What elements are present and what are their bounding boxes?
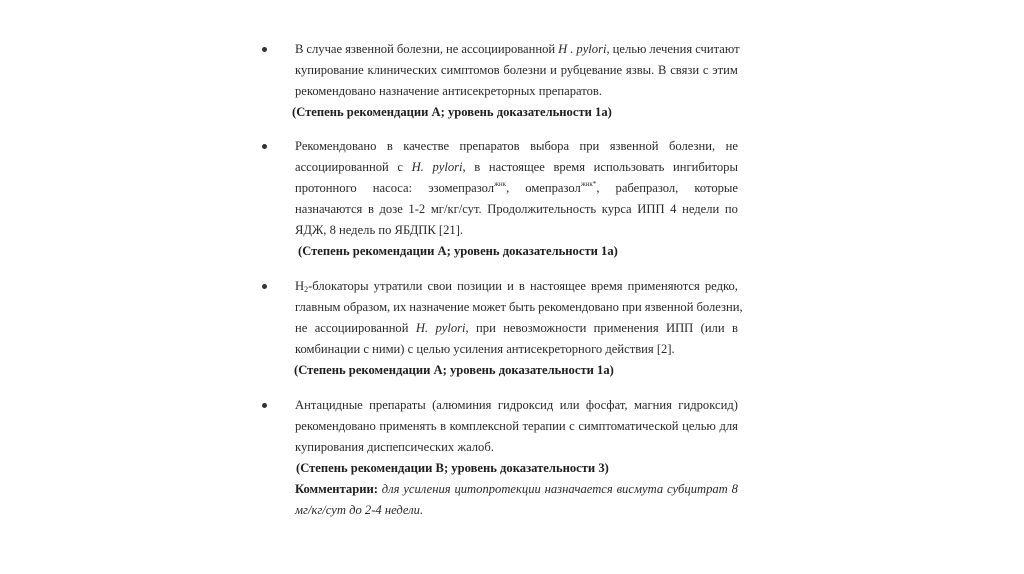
bullet-icon (262, 403, 267, 408)
text-segment: 2 (304, 285, 309, 294)
text-line (295, 318, 738, 339)
italic-text: назначается (544, 482, 613, 496)
word (695, 39, 739, 60)
word (295, 136, 376, 157)
word (558, 39, 567, 60)
text-line (295, 157, 738, 178)
word (602, 199, 632, 220)
text-segment: клинических (367, 63, 438, 77)
text-line (295, 276, 738, 297)
word (669, 136, 715, 157)
recommendation-rating: (Степень рекомендации А; уровень доказательности 1а) (292, 105, 612, 119)
text-segment: мг/кг/сут. (430, 202, 482, 216)
word (295, 395, 363, 416)
text-segment: и (550, 63, 557, 77)
word (550, 60, 557, 81)
text-segment: с (569, 419, 575, 433)
text-segment: дозе (379, 202, 403, 216)
word (525, 178, 599, 199)
text-segment: главным (295, 300, 341, 314)
word (460, 136, 520, 157)
italic-text: H (558, 42, 568, 56)
text-segment: свои (427, 279, 452, 293)
text-segment: , (606, 42, 610, 56)
word (412, 157, 424, 178)
word (369, 395, 425, 416)
text-segment: (или (700, 321, 725, 335)
word (507, 276, 514, 297)
text-segment: считают (695, 42, 740, 56)
word (476, 318, 496, 339)
text-segment: 1-2 (408, 202, 426, 216)
word (670, 199, 676, 220)
word (594, 157, 665, 178)
text-segment: при (621, 300, 642, 314)
word (667, 479, 728, 500)
word (498, 395, 553, 416)
text-segment: 4 (670, 202, 677, 216)
word (503, 60, 546, 81)
word (397, 39, 443, 60)
word (368, 199, 374, 220)
text-segment: в (731, 321, 738, 335)
word (703, 60, 709, 81)
word (678, 395, 738, 416)
text-segment: болезни, (696, 300, 743, 314)
italic-text: H. (415, 321, 429, 335)
word (545, 479, 613, 500)
word (622, 297, 642, 318)
text-line (295, 339, 738, 360)
text-segment: купирования диспепсических жалоб. (295, 440, 494, 454)
text-segment: качестве (403, 139, 450, 153)
text-segment: применения (593, 321, 659, 335)
word (530, 136, 569, 157)
text-segment: не (446, 42, 459, 56)
text-line (295, 220, 738, 241)
text-segment: время (553, 160, 586, 174)
text-segment: случае (306, 42, 343, 56)
text-segment: время (590, 279, 623, 293)
text-segment: -блокаторы (308, 279, 369, 293)
word (295, 178, 357, 199)
italic-text: усиления (403, 482, 451, 496)
text-line (295, 81, 738, 102)
text-line (295, 297, 743, 318)
word (441, 60, 500, 81)
text-segment: купирование (295, 63, 364, 77)
text-line (295, 178, 738, 199)
word (408, 199, 425, 220)
recommendation-rating: (Степень рекомендации А; уровень доказательности 1а) (298, 244, 618, 258)
text-segment: не (295, 321, 308, 335)
text-segment: комбинации с ними) с целью усиления антисекреторного действия [2]. (295, 342, 675, 356)
text-segment: использовать (593, 160, 665, 174)
word (295, 479, 378, 500)
text-segment: для (719, 419, 738, 433)
text-segment: протонного (295, 181, 357, 195)
word (617, 479, 664, 500)
text-segment: ИПП (637, 202, 665, 216)
text-segment: утратили (373, 279, 423, 293)
text-segment: ассоциированной (461, 42, 556, 56)
text-line (295, 395, 738, 416)
text-segment: в (367, 202, 374, 216)
word (626, 60, 654, 81)
word (658, 60, 666, 81)
text-segment: комплексной (449, 419, 519, 433)
word (628, 276, 700, 297)
word (649, 39, 692, 60)
text-segment: жнк (494, 180, 507, 188)
recommendation-rating: (Степень рекомендации А; уровень доказательности 1а) (294, 363, 614, 377)
word (295, 297, 341, 318)
word (613, 39, 647, 60)
text-segment: Продолжительность (487, 202, 597, 216)
word (409, 297, 469, 318)
word (295, 157, 389, 178)
text-segment: недели (682, 202, 720, 216)
text-segment: язвенной (345, 42, 394, 56)
word (295, 60, 364, 81)
text-segment: назначение (409, 300, 470, 314)
text-segment: с (702, 63, 709, 77)
text-segment: быть (508, 300, 536, 314)
text-segment: симптомов (440, 63, 500, 77)
word (295, 318, 307, 339)
text-segment: препараты (369, 398, 426, 412)
text-segment: (алюминия (432, 398, 492, 412)
text-segment: язвенной (609, 139, 659, 153)
text-segment: ассоциированной (295, 160, 389, 174)
text-segment: симптоматической (578, 419, 679, 433)
italic-text: для (381, 482, 400, 496)
text-line (295, 479, 738, 500)
text-segment: курса (601, 202, 632, 216)
word (461, 39, 555, 60)
text-segment: целью (682, 419, 716, 433)
text-segment: Антацидные (295, 398, 363, 412)
word (673, 157, 738, 178)
text-line (295, 199, 738, 220)
word (345, 39, 394, 60)
text-segment: ЯДЖ, 8 недель по ЯБДПК [21]. (295, 223, 464, 237)
word (530, 276, 586, 297)
text-segment: В (295, 42, 304, 56)
bullet-icon (262, 47, 267, 52)
word (374, 276, 423, 297)
word (379, 416, 436, 437)
text-segment: лечения (649, 42, 693, 56)
italic-text: мг/кг/сут до 2-4 недели. (295, 503, 424, 517)
italic-text: 8 (731, 482, 738, 496)
text-segment: целью (612, 42, 647, 56)
word (616, 178, 679, 199)
word (503, 318, 586, 339)
italic-text: pylori (432, 160, 463, 174)
text-segment: Рекомендовано (295, 139, 377, 153)
text-segment: настоящее (488, 160, 545, 174)
text-segment: не (725, 139, 738, 153)
word (315, 318, 409, 339)
word (474, 157, 480, 178)
text-line (295, 437, 738, 458)
text-segment: фосфат, (585, 398, 628, 412)
text-segment: в (386, 139, 393, 153)
text-segment: настоящее (529, 279, 586, 293)
text-segment: в (440, 419, 447, 433)
word (435, 318, 468, 339)
word (586, 395, 628, 416)
word (580, 136, 600, 157)
word (576, 39, 609, 60)
word (726, 136, 738, 157)
word (696, 297, 742, 318)
text-segment: , (506, 181, 510, 195)
word (553, 157, 585, 178)
word (519, 276, 525, 297)
italic-text: цитопротекции (454, 482, 541, 496)
text-segment: которые (694, 181, 738, 195)
text-segment: H (295, 279, 305, 293)
text-segment: с (397, 160, 403, 174)
word (560, 395, 580, 416)
word (719, 416, 738, 437)
word (428, 276, 453, 297)
word (454, 479, 540, 500)
text-line (295, 136, 738, 157)
text-segment: связи (670, 63, 700, 77)
italic-text: H. (411, 160, 424, 174)
text-segment: гидроксид) (678, 398, 738, 412)
word (570, 39, 573, 60)
word (295, 199, 362, 220)
text-segment: рабепразол, (615, 181, 679, 195)
word (397, 157, 403, 178)
word (732, 318, 738, 339)
word (489, 157, 545, 178)
word (393, 297, 406, 318)
word (694, 178, 738, 199)
text-segment: при (476, 321, 496, 335)
word (432, 157, 465, 178)
text-segment: и (507, 279, 514, 293)
word (645, 297, 694, 318)
word (682, 199, 719, 220)
word (382, 479, 400, 500)
word (457, 276, 502, 297)
text-segment: ингибиторы (673, 160, 738, 174)
text-segment: ассоциированной (314, 321, 409, 335)
text-segment: , (465, 321, 469, 335)
text-segment: рекомендовано назначение антисекреторных препаратов. (295, 84, 602, 98)
word (472, 297, 506, 318)
word (440, 416, 446, 437)
text-segment: омепразол (525, 181, 581, 195)
text-segment: жнк* (580, 180, 597, 188)
text-segment: может (472, 300, 506, 314)
text-line (295, 60, 738, 81)
word (523, 416, 566, 437)
word (578, 416, 678, 437)
text-segment: гидроксид (497, 398, 554, 412)
text-segment: болезни, (396, 42, 444, 56)
comment-label: Комментарии: (295, 482, 378, 496)
text-segment: в (518, 279, 525, 293)
word (431, 199, 482, 220)
word (712, 60, 738, 81)
text-segment: невозможности (503, 321, 587, 335)
word (637, 199, 664, 220)
text-segment: или (559, 398, 580, 412)
italic-text: висмута (616, 482, 664, 496)
word (666, 318, 693, 339)
word (725, 199, 738, 220)
word (670, 60, 699, 81)
text-segment: применять (379, 419, 437, 433)
bullet-icon (262, 144, 267, 149)
word (487, 199, 596, 220)
word (610, 136, 659, 157)
text-segment: позиции (457, 279, 503, 293)
text-segment: при (579, 139, 600, 153)
recommendation-rating: (Степень рекомендации В; уровень доказательности 3) (296, 461, 609, 475)
word (701, 318, 725, 339)
text-segment: , (462, 160, 466, 174)
italic-text: pylori (435, 321, 466, 335)
text-line (295, 39, 738, 60)
word (594, 318, 659, 339)
text-segment: редко, (704, 279, 738, 293)
text-segment: насоса: (372, 181, 413, 195)
word (295, 39, 303, 60)
text-line (295, 500, 738, 521)
word (450, 416, 519, 437)
word (569, 416, 575, 437)
text-segment: В (658, 63, 667, 77)
word (538, 297, 619, 318)
word (295, 276, 369, 297)
text-segment: болезни (503, 63, 547, 77)
text-segment: образом, (343, 300, 391, 314)
word (344, 297, 391, 318)
word (591, 276, 623, 297)
text-segment: терапии (522, 419, 566, 433)
text-segment: по (724, 202, 738, 216)
text-segment: рекомендовано (538, 300, 619, 314)
word (368, 60, 438, 81)
word (373, 178, 412, 199)
word (295, 416, 376, 437)
text-segment: рубцевание (560, 63, 623, 77)
word (403, 479, 450, 500)
word (682, 416, 716, 437)
text-segment: этим (712, 63, 738, 77)
word (387, 136, 393, 157)
italic-text: . (570, 42, 574, 56)
text-segment: болезни, (668, 139, 716, 153)
text-segment: рекомендовано (295, 419, 376, 433)
text-segment: в (474, 160, 481, 174)
text-segment: язвенной (644, 300, 694, 314)
text-line (295, 416, 738, 437)
text-segment: препаратов (459, 139, 520, 153)
word (428, 178, 509, 199)
word (705, 276, 738, 297)
text-segment: выбора (530, 139, 570, 153)
text-segment: ИПП (665, 321, 694, 335)
italic-text: субцитрат (666, 482, 728, 496)
text-segment: эзомепразол (428, 181, 495, 195)
word (732, 479, 738, 500)
word (380, 199, 403, 220)
word (403, 136, 449, 157)
text-segment: магния (633, 398, 672, 412)
word (561, 60, 622, 81)
text-segment: применяются (627, 279, 700, 293)
word (416, 318, 428, 339)
word (509, 297, 535, 318)
bullet-icon (262, 284, 267, 289)
word (306, 39, 342, 60)
word (634, 395, 672, 416)
italic-text: pylori (576, 42, 607, 56)
word (446, 39, 458, 60)
text-segment: , (596, 181, 600, 195)
text-segment: язвы. (625, 63, 655, 77)
text-segment: их (393, 300, 407, 314)
text-segment: назначаются (295, 202, 363, 216)
word (432, 395, 491, 416)
